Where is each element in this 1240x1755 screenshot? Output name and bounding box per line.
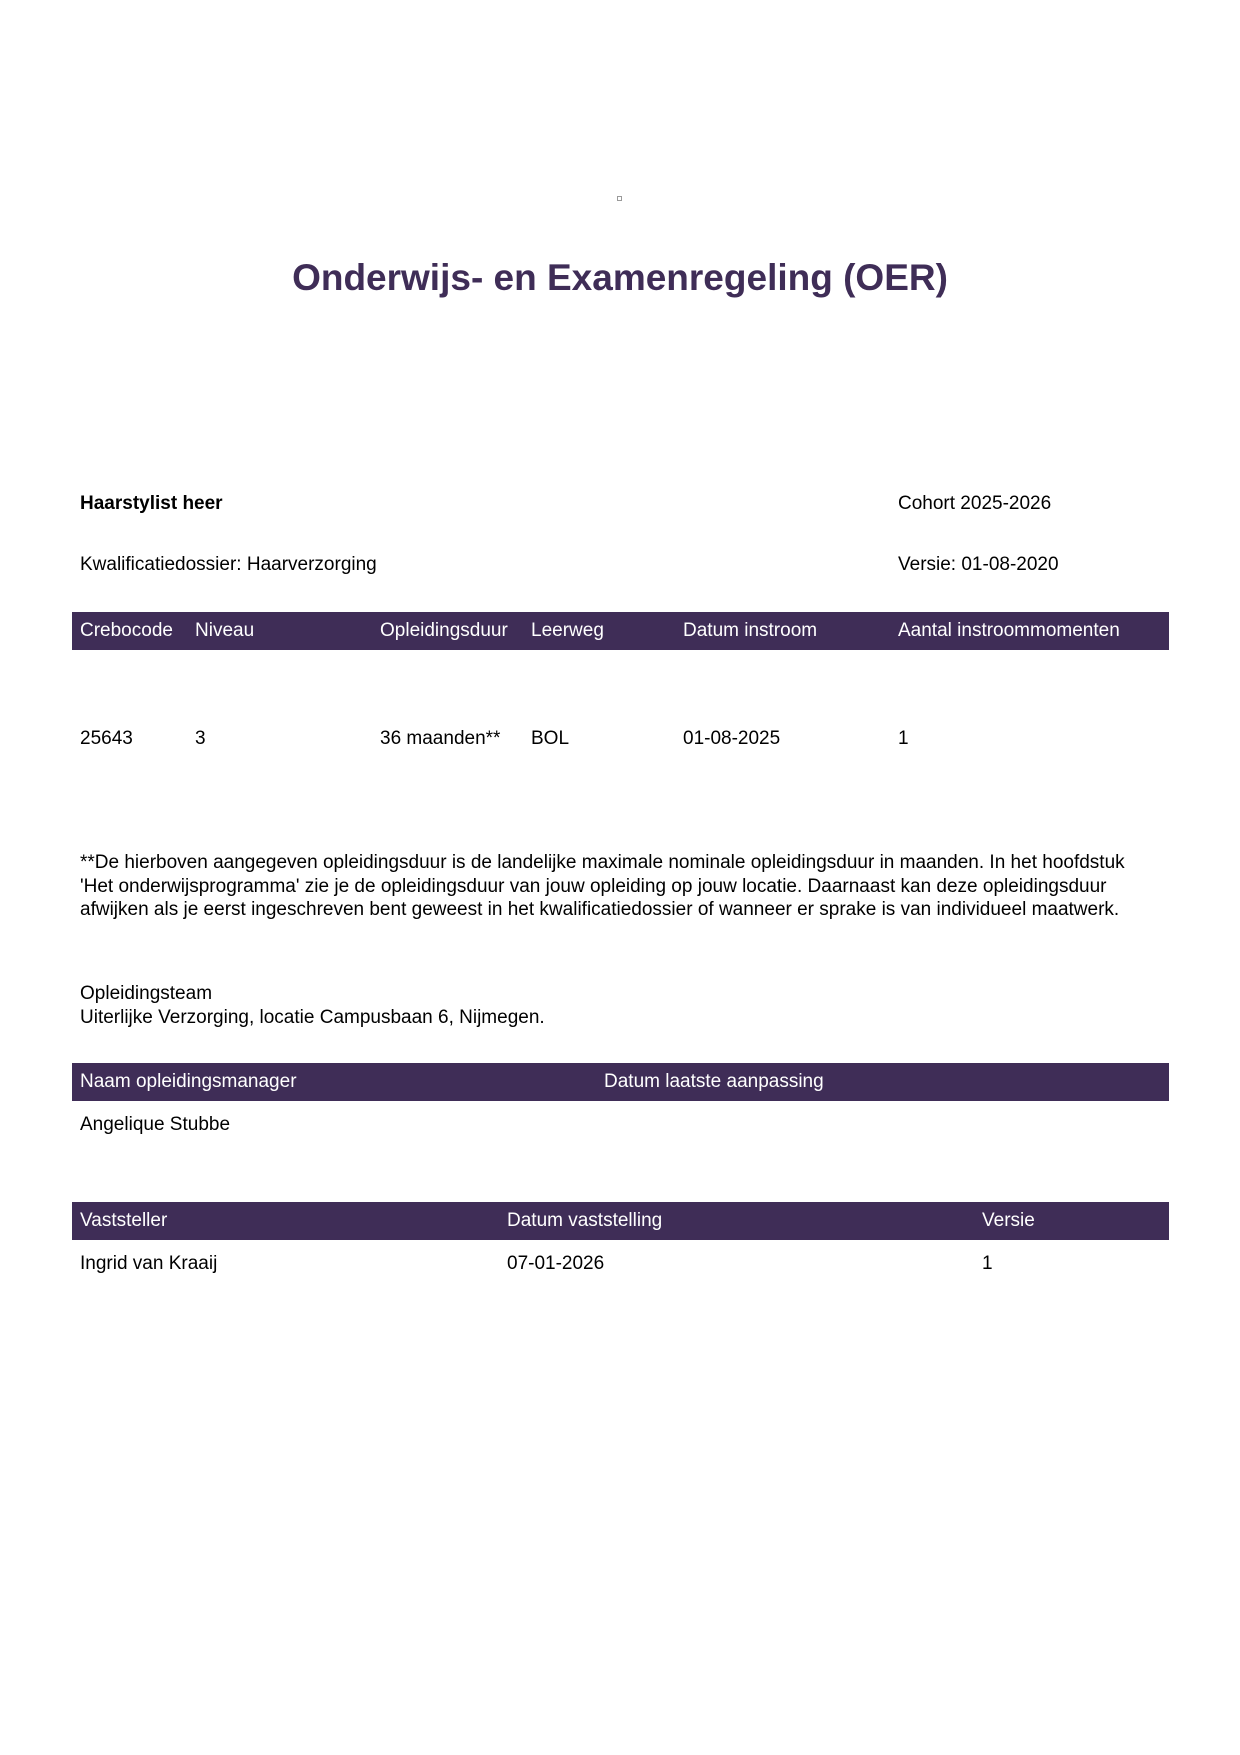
training-team (80, 982, 545, 1030)
cell-opleidingsduur: 36 maanden** (380, 728, 501, 749)
team-location: Uiterlijke Verzorging, locatie Campusbaan 6, Nijmegen. (80, 1007, 545, 1028)
approval-table-header (72, 1202, 1169, 1240)
program-name: Haarstylist heer (80, 493, 223, 514)
header-crebocode: Crebocode (80, 620, 173, 641)
header-datum-instroom: Datum instroom (683, 620, 818, 641)
cell-manager-name: Angelique Stubbe (80, 1114, 231, 1135)
cell-versie: 1 (982, 1253, 993, 1274)
manager-table-header (72, 1063, 1169, 1101)
cell-niveau: 3 (195, 728, 206, 749)
dossier-version: Versie: 01-08-2020 (898, 554, 1059, 575)
header-aantal-instroommomenten: Aantal instroommomenten (898, 620, 1120, 641)
cell-datum-vaststelling: 07-01-2026 (507, 1253, 605, 1274)
header-naam-opleidingsmanager: Naam opleidingsmanager (80, 1071, 297, 1092)
header-opleidingsduur: Opleidingsduur (380, 620, 508, 641)
cell-leerweg: BOL (531, 728, 570, 749)
logo-placeholder (617, 196, 622, 201)
header-versie: Versie (982, 1210, 1035, 1231)
qualification-dossier: Kwalificatiedossier: Haarverzorging (80, 554, 377, 575)
program-table-header (72, 612, 1169, 650)
document-title: Onderwijs- en Examenregeling (OER) (292, 257, 948, 298)
cell-aantal-instroommomenten: 1 (898, 728, 909, 749)
duration-footnote: **De hierboven aangegeven opleidingsduur is de landelijke maximale nominale opleidingsduur in maanden. In het hoofdstuk 'Het onderwijsprogramma' zie je de opleidingsduur van jouw opleiding op jouw locatie. Daarnaast kan deze opleidingsduur afwijken als je eerst ingeschreven bent geweest in het kwalificatiedossier of wanneer er sprake is van individueel maatwerk. (80, 852, 1125, 920)
cell-datum-instroom: 01-08-2025 (683, 728, 781, 749)
team-label: Opleidingsteam (80, 983, 213, 1004)
header-datum-vaststelling: Datum vaststelling (507, 1210, 663, 1231)
header-niveau: Niveau (195, 620, 255, 641)
header-vaststeller: Vaststeller (80, 1210, 168, 1231)
cell-vaststeller: Ingrid van Kraaij (80, 1253, 218, 1274)
header-datum-laatste-aanpassing: Datum laatste aanpassing (604, 1071, 824, 1092)
header-leerweg: Leerweg (531, 620, 604, 641)
cell-crebocode: 25643 (80, 728, 133, 749)
cohort-label: Cohort 2025-2026 (898, 493, 1052, 514)
